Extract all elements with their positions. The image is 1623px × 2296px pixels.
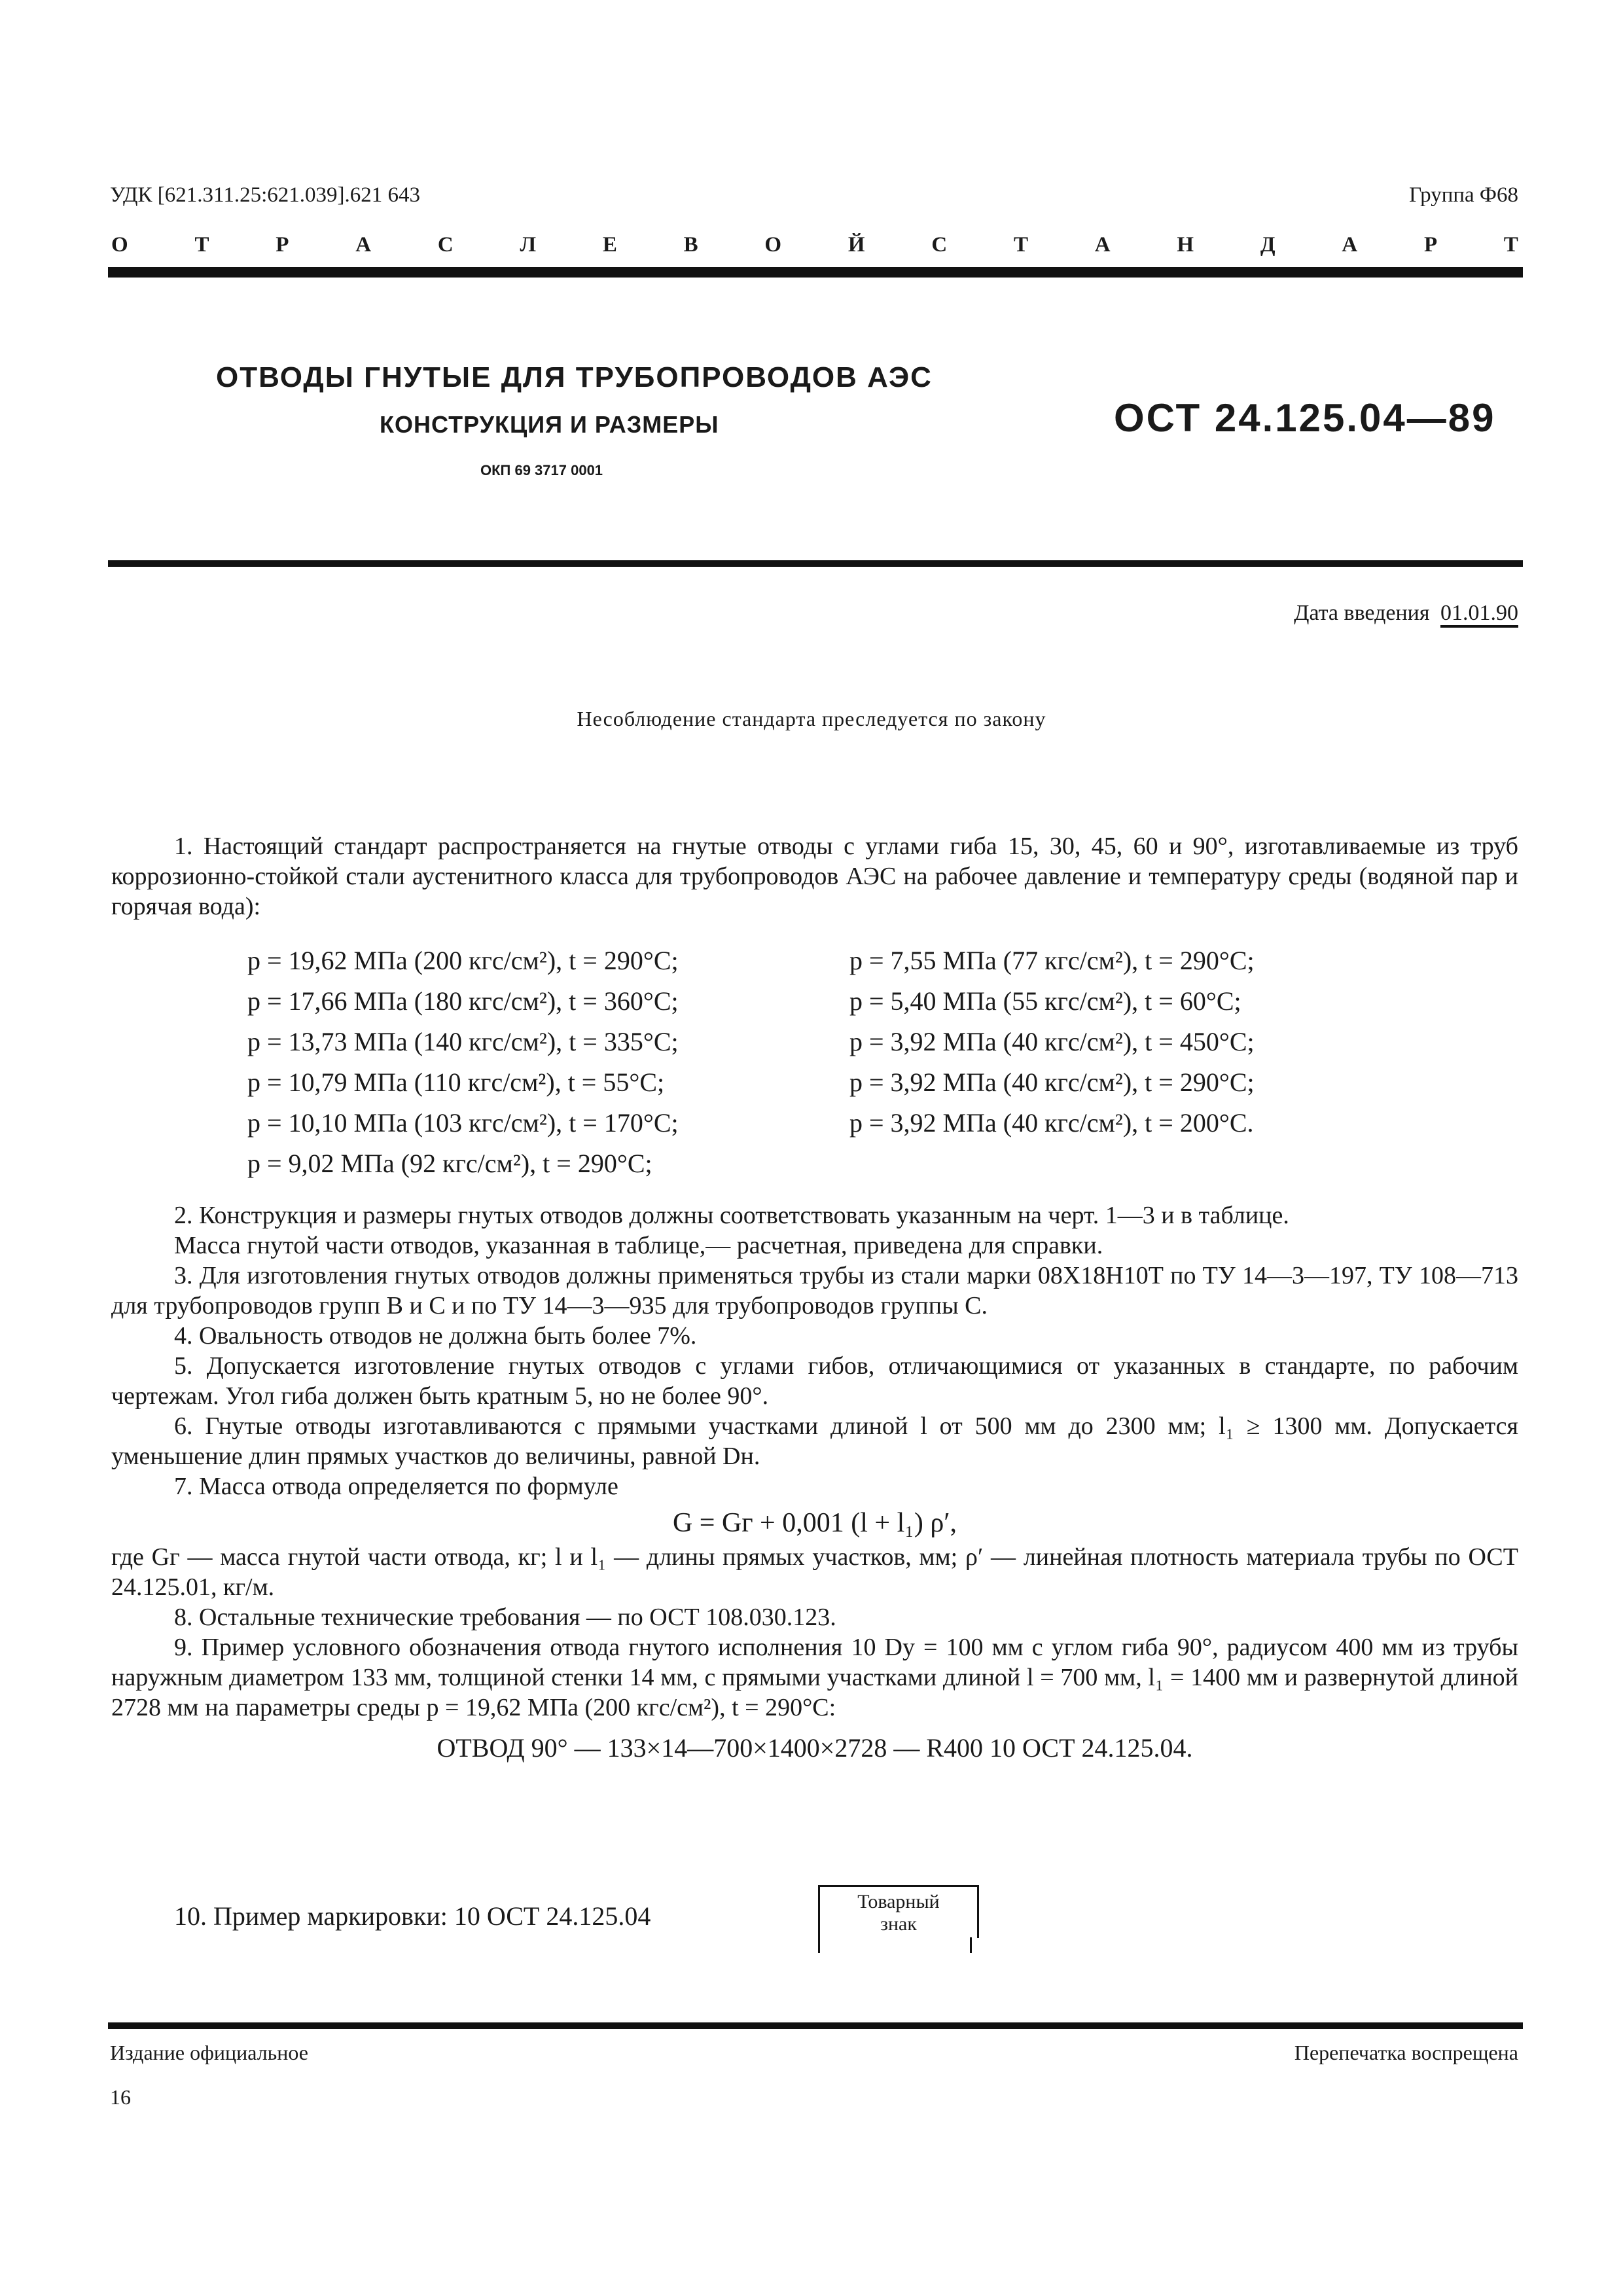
param-left-2: p = 17,66 МПа (180 кгс/см²), t = 360°С; xyxy=(247,986,679,1016)
designation-example: ОТВОД 90° — 133×14—700×1400×2728 — R400 10 ОСТ 24.125.04. xyxy=(437,1733,1193,1763)
heading-letter: А xyxy=(1094,233,1111,257)
param-left-3: p = 13,73 МПа (140 кгс/см²), t = 335°С; xyxy=(247,1027,679,1056)
item-6-text: 6. Гнутые отводы изготавливаются с прямыми участками длиной l от 500 мм до 2300 мм; l₁ ≥ 1300 мм. Допускается уменьшение длин прямых участков до величины, равной Dн. xyxy=(111,1412,1518,1470)
footer-reprint-prohibited: Перепечатка воспрещена xyxy=(1294,2041,1518,2064)
trademark-box-left-tick xyxy=(818,1937,820,1953)
param-right-5: p = 3,92 МПа (40 кгс/см²), t = 200°С. xyxy=(849,1108,1254,1138)
title-rule xyxy=(108,560,1523,567)
trademark-line-1: Товарный xyxy=(857,1891,940,1912)
header-rule xyxy=(108,267,1523,278)
param-right-1: p = 7,55 МПа (77 кгс/см²), t = 290°С; xyxy=(849,946,1255,975)
standard-type-heading xyxy=(111,233,1518,257)
param-left-5: p = 10,10 МПа (103 кгс/см²), t = 170°С; xyxy=(247,1108,679,1138)
udk-code: УДК [621.311.25:621.039].621 643 xyxy=(110,183,420,207)
item-7-where: где Gг — масса гнутой части отвода, кг; l и l₁ — длины прямых участков, мм; ρ′ — линейная плотность материала трубы по ОСТ 24.125.01, кг/м. xyxy=(111,1543,1518,1601)
standard-number: ОСТ 24.125.04—89 xyxy=(1114,396,1496,440)
heading-letter: С xyxy=(437,233,454,257)
intro-date-value: 01.01.90 xyxy=(1440,601,1518,628)
heading-letter: С xyxy=(931,233,948,257)
heading-letter: Н xyxy=(1177,233,1194,257)
item-2-note: Масса гнутой части отводов, указанная в таблице,— расчетная, приведена для справки. xyxy=(174,1232,1103,1259)
law-notice: Несоблюдение стандарта преследуется по закону xyxy=(577,707,1046,730)
heading-letter: А xyxy=(355,233,372,257)
okp-code: ОКП 69 3717 0001 xyxy=(480,462,603,478)
param-right-4: p = 3,92 МПа (40 кгс/см²), t = 290°С; xyxy=(849,1067,1255,1097)
group-code: Группа Ф68 xyxy=(1409,183,1518,207)
heading-letter: Р xyxy=(276,233,289,257)
item-7-text: 7. Масса отвода определяется по формуле xyxy=(174,1473,618,1500)
heading-letter: Т xyxy=(194,233,209,257)
heading-letter: Д xyxy=(1260,233,1275,257)
param-left-4: p = 10,79 МПа (110 кгс/см²), t = 55°С; xyxy=(247,1067,665,1097)
trademark-box-right-tick xyxy=(970,1937,972,1953)
page-number: 16 xyxy=(110,2085,131,2109)
item-1-text: 1. Настоящий стандарт распространяется на гнутые отводы с углами гиба 15, 30, 45, 60 и 90°, изготавливаемые из труб коррозионно-стойкой стали аустенитного класса для трубопроводов АЭС на рабочее давление и температуру среды (водяной пар и горячая вода): xyxy=(111,833,1518,920)
heading-letter: О xyxy=(764,233,782,257)
intro-date xyxy=(1294,601,1518,626)
trademark-box xyxy=(818,1885,979,1938)
heading-letter: Л xyxy=(520,233,537,257)
footer-rule xyxy=(108,2022,1523,2029)
heading-letter: Т xyxy=(1013,233,1028,257)
parameters-list xyxy=(247,941,1438,1183)
intro-date-label: Дата введения xyxy=(1294,601,1430,625)
trademark-line-2: знак xyxy=(880,1913,917,1935)
heading-letter: Т xyxy=(1503,233,1518,257)
param-right-2: p = 5,40 МПа (55 кгс/см²), t = 60°С; xyxy=(849,986,1241,1016)
param-left-6: p = 9,02 МПа (92 кгс/см²), t = 290°С; xyxy=(247,1149,652,1178)
heading-letter: Й xyxy=(847,233,865,257)
heading-letter: А xyxy=(1342,233,1358,257)
item-9-text: 9. Пример условного обозначения отвода гнутого исполнения 10 Dу = 100 мм с углом гиба 90°, радиусом 400 мм из трубы наружным диаметром 133 мм, толщиной стенки 14 мм, с прямыми участками длиной l = 700 мм, l₁ = 1400 мм и развернутой длиной 2728 мм на параметры среды p = 19,62 МПа (200 кгс/см²), t = 290°С: xyxy=(111,1634,1518,1721)
heading-letter: Р xyxy=(1423,233,1438,257)
item-3-text: 3. Для изготовления гнутых отводов должны применяться трубы из стали марки 08Х18Н10Т по ТУ 14—3—197, ТУ 108—713 для трубопроводов групп В и С и по ТУ 14—3—935 для трубопроводов группы С. xyxy=(111,1262,1518,1319)
item-5-text: 5. Допускается изготовление гнутых отводов с углами гибов, отличающимися от указанных в стандарте, по рабочим чертежам. Угол гиба должен быть кратным 5, но не более 90°. xyxy=(111,1352,1518,1410)
item-4-text: 4. Овальность отводов не должна быть более 7%. xyxy=(174,1322,697,1350)
footer-official-edition: Издание официальное xyxy=(110,2041,308,2064)
item-10-text: 10. Пример маркировки: 10 ОСТ 24.125.04 xyxy=(174,1901,651,1931)
item-8-text: 8. Остальные технические требования — по ОСТ 108.030.123. xyxy=(174,1604,836,1631)
mass-formula: G = Gг + 0,001 (l + l₁) ρ′, xyxy=(672,1508,957,1538)
item-1 xyxy=(111,831,1518,922)
document-title: ОТВОДЫ ГНУТЫЕ ДЛЯ ТРУБОПРОВОДОВ АЭС xyxy=(216,361,933,393)
item-2-text: 2. Конструкция и размеры гнутых отводов должны соответствовать указанным на черт. 1—3 и в таблице. xyxy=(174,1202,1289,1229)
param-left-1: p = 19,62 МПа (200 кгс/см²), t = 290°С; xyxy=(247,946,679,975)
heading-letter: В xyxy=(683,233,698,257)
heading-letter: О xyxy=(111,233,128,257)
items-2-9 xyxy=(111,1200,1518,1763)
param-right-3: p = 3,92 МПа (40 кгс/см²), t = 450°С; xyxy=(849,1027,1255,1056)
document-subtitle: КОНСТРУКЦИЯ И РАЗМЕРЫ xyxy=(380,411,719,438)
heading-letter: Е xyxy=(602,233,617,257)
